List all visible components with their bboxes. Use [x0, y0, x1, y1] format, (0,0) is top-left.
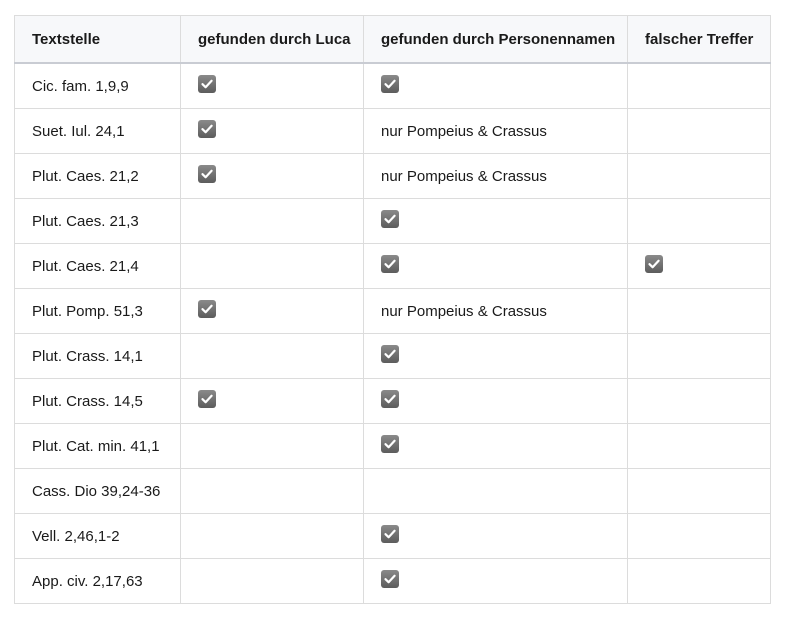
cell-text: nur Pompeius & Crassus — [381, 302, 547, 320]
cell-falscher-treffer — [628, 199, 771, 244]
cell-luca — [181, 244, 364, 289]
cell-personennamen — [364, 154, 628, 199]
cell-luca — [181, 154, 364, 199]
cell-textstelle — [15, 469, 181, 514]
cell-textstelle — [15, 424, 181, 469]
cell-personennamen — [364, 469, 628, 514]
table-row — [15, 154, 771, 199]
column-header-luca[interactable]: gefunden durch Luca — [181, 16, 364, 64]
checkbox-checked-icon — [381, 570, 399, 588]
cell-textstelle — [15, 154, 181, 199]
cell-falscher-treffer — [628, 424, 771, 469]
textstelle-label: Vell. 2,46,1-2 — [32, 527, 120, 545]
textstelle-label: Suet. Iul. 24,1 — [32, 122, 125, 140]
cell-falscher-treffer — [628, 109, 771, 154]
cell-personennamen — [364, 424, 628, 469]
cell-personennamen — [364, 199, 628, 244]
table-row — [15, 63, 771, 109]
table-row — [15, 559, 771, 604]
cell-luca — [181, 514, 364, 559]
textstelle-label: Plut. Crass. 14,5 — [32, 392, 143, 410]
table-header-row — [15, 16, 771, 64]
textstelle-label: Plut. Cat. min. 41,1 — [32, 437, 160, 455]
cell-personennamen — [364, 334, 628, 379]
textstelle-label: Plut. Caes. 21,3 — [32, 212, 139, 230]
cell-textstelle — [15, 559, 181, 604]
checkbox-checked-icon — [198, 165, 216, 183]
textstelle-label: Cass. Dio 39,24-36 — [32, 482, 161, 500]
textstelle-label: Plut. Caes. 21,4 — [32, 257, 139, 275]
table-row — [15, 514, 771, 559]
cell-textstelle — [15, 334, 181, 379]
checkbox-checked-icon — [381, 435, 399, 453]
cell-text: nur Pompeius & Crassus — [381, 122, 547, 140]
cell-falscher-treffer — [628, 379, 771, 424]
cell-falscher-treffer — [628, 334, 771, 379]
cell-text: nur Pompeius & Crassus — [381, 167, 547, 185]
cell-personennamen — [364, 559, 628, 604]
checkbox-checked-icon — [645, 255, 663, 273]
cell-falscher-treffer — [628, 63, 771, 109]
results-table — [14, 15, 771, 604]
checkbox-checked-icon — [198, 75, 216, 93]
cell-textstelle — [15, 244, 181, 289]
cell-luca — [181, 559, 364, 604]
table-row — [15, 424, 771, 469]
cell-textstelle — [15, 514, 181, 559]
cell-luca — [181, 424, 364, 469]
checkbox-checked-icon — [381, 525, 399, 543]
cell-luca — [181, 334, 364, 379]
textstelle-label: App. civ. 2,17,63 — [32, 572, 143, 590]
column-header-falscher-treffer[interactable]: falscher Treffer — [628, 16, 771, 64]
checkbox-checked-icon — [381, 390, 399, 408]
cell-falscher-treffer — [628, 154, 771, 199]
textstelle-label: Cic. fam. 1,9,9 — [32, 77, 129, 95]
cell-textstelle — [15, 63, 181, 109]
cell-personennamen — [364, 244, 628, 289]
table-row — [15, 199, 771, 244]
cell-luca — [181, 289, 364, 334]
table-row — [15, 469, 771, 514]
textstelle-label: Plut. Pomp. 51,3 — [32, 302, 143, 320]
column-header-textstelle[interactable]: Textstelle — [15, 16, 181, 64]
cell-textstelle — [15, 199, 181, 244]
cell-personennamen — [364, 289, 628, 334]
cell-luca — [181, 63, 364, 109]
textstelle-label: Plut. Caes. 21,2 — [32, 167, 139, 185]
table-row — [15, 289, 771, 334]
cell-luca — [181, 109, 364, 154]
cell-falscher-treffer — [628, 514, 771, 559]
table-row — [15, 334, 771, 379]
checkbox-checked-icon — [381, 255, 399, 273]
column-header-personennamen[interactable]: gefunden durch Personennamen — [364, 16, 628, 64]
checkbox-checked-icon — [381, 345, 399, 363]
checkbox-checked-icon — [381, 210, 399, 228]
cell-personennamen — [364, 379, 628, 424]
cell-textstelle — [15, 109, 181, 154]
cell-personennamen — [364, 514, 628, 559]
table-row — [15, 109, 771, 154]
checkbox-checked-icon — [198, 390, 216, 408]
checkbox-checked-icon — [381, 75, 399, 93]
cell-falscher-treffer — [628, 244, 771, 289]
checkbox-checked-icon — [198, 120, 216, 138]
cell-textstelle — [15, 379, 181, 424]
cell-falscher-treffer — [628, 289, 771, 334]
textstelle-label: Plut. Crass. 14,1 — [32, 347, 143, 365]
cell-personennamen — [364, 109, 628, 154]
results-table-container — [14, 15, 770, 604]
cell-falscher-treffer — [628, 469, 771, 514]
checkbox-checked-icon — [198, 300, 216, 318]
cell-luca — [181, 199, 364, 244]
table-body — [15, 63, 771, 604]
cell-textstelle — [15, 289, 181, 334]
cell-falscher-treffer — [628, 559, 771, 604]
table-row — [15, 244, 771, 289]
table-row — [15, 379, 771, 424]
cell-personennamen — [364, 63, 628, 109]
cell-luca — [181, 469, 364, 514]
cell-luca — [181, 379, 364, 424]
